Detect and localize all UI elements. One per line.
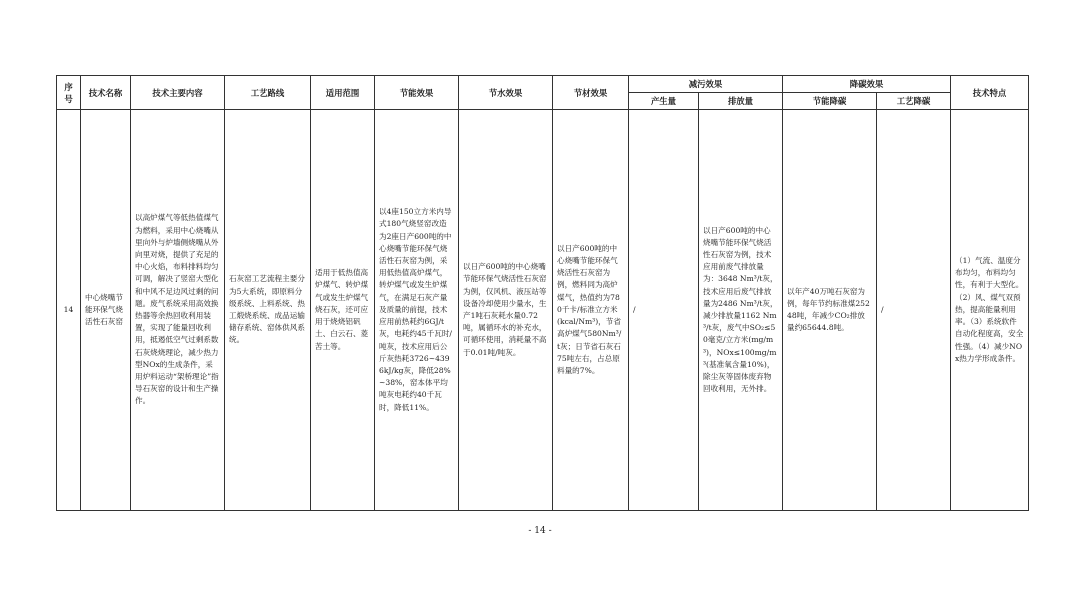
cell-water: 以日产600吨的中心烧嘴节能环保气烧活性石灰窑为例，仅风机、液压站等设备冷却使用少量水，生产1吨石灰耗水量0.72吨，属循环水的补充水，可循环使用，消耗量不高于0.01吨/吨灰。 bbox=[459, 110, 553, 511]
table-row bbox=[57, 110, 1029, 511]
header-row-1 bbox=[57, 76, 1029, 93]
cell-material: 以日产600吨的中心烧嘴节能环保气烧活性石灰窑为例，燃料同为高炉煤气，热值约为780千卡/标准立方米(kcal/Nm³)，节省高炉煤气580Nm³/t灰；日节省石灰石75吨左右，占总原料量的7%。 bbox=[553, 110, 629, 511]
header-material: 节材效果 bbox=[553, 76, 629, 110]
header-name: 技术名称 bbox=[81, 76, 131, 110]
header-energy: 节能效果 bbox=[375, 76, 459, 110]
header-carbon-energy: 节能降碳 bbox=[783, 93, 877, 110]
cell-scope: 适用于低热值高炉煤气、转炉煤气或发生炉煤气烧石灰，还可应用于烧烧铝矾土、白云石、菱苦土等。 bbox=[311, 110, 375, 511]
header-water: 节水效果 bbox=[459, 76, 553, 110]
technology-table bbox=[56, 75, 1029, 511]
cell-route: 石灰窑工艺流程主要分为5大系统，即原料分级系统、上料系统、热工煅烧系统、成品运输储存系统、窑体供风系统。 bbox=[225, 110, 311, 511]
page-number: - 14 - bbox=[528, 526, 552, 536]
cell-name: 中心烧嘴节能环保气烧活性石灰窑 bbox=[81, 110, 131, 511]
header-pollution-emission: 排放量 bbox=[699, 93, 783, 110]
cell-pollution-emission: 以日产600吨的中心烧嘴节能环保气烧活性石灰窑为例，技术应用前废气排放量为：3648 Nm³/t灰，技术应用后废气排放量为2486 Nm³/t灰，减少排放量1162 Nm³/t灰，废气中SO₂≤50毫克/立方米(mg/m³)，NOx≤100mg/m³(基准氧含量10%)，除尘灰等固体废弃物回收利用，无外排。 bbox=[699, 110, 783, 511]
header-route: 工艺路线 bbox=[225, 76, 311, 110]
header-pollution: 减污效果 bbox=[629, 76, 783, 93]
header-no: 序号 bbox=[57, 76, 81, 110]
header-content: 技术主要内容 bbox=[131, 76, 225, 110]
cell-energy: 以4座150立方米内导式180气烧竖窑改造为2座日产600吨的中心烧嘴节能环保气烧活性石灰窑为例，采用低热值高炉煤气，转炉煤气或发生炉煤气，在满足石灰产量及质量的前提，技术应用前热耗约6GJ/t灰，电耗约45千瓦时/吨灰，技术应用后公斤灰热耗3726~4396kJ/kg灰，降低28%~38%，窑本体平均吨灰电耗约40千瓦时，降低11%。 bbox=[375, 110, 459, 511]
header-feature: 技术特点 bbox=[951, 76, 1029, 110]
header-carbon: 降碳效果 bbox=[783, 76, 951, 93]
header-scope: 适用范围 bbox=[311, 76, 375, 110]
cell-feature: （1）气流、温度分布均匀，布料均匀性，有利于大型化。（2）风、煤气双预热，提高能量利用率。（3）系统软件自动化程度高，安全性强。（4）减少NOx热力学形成条件。 bbox=[951, 110, 1029, 511]
document-sheet bbox=[56, 75, 1029, 511]
header-pollution-production: 产生量 bbox=[629, 93, 699, 110]
cell-pollution-production: / bbox=[629, 110, 699, 511]
cell-carbon-process: / bbox=[877, 110, 951, 511]
cell-content: 以高炉煤气等低热值煤气为燃料，采用中心烧嘴从里向外与炉墙侧烧嘴从外向里对烧，提供了充足的中心火焰，布料排料均匀可调，解决了竖窑大型化和中风不足边风过剩的问题。废气系统采用高效换热器等余热回收利用装置，实现了能量回收利用，抵遏低空气过剩系数石灰烧烧理论，减少热力型NOx的生成条件，采用炉料运动“架桥理论”指导石灰窑的设计和生产操作。 bbox=[131, 110, 225, 511]
header-carbon-process: 工艺降碳 bbox=[877, 93, 951, 110]
cell-carbon-energy: 以年产40万吨石灰窑为例，每年节约标准煤25248吨，年减少CO₂排放量约65644.8吨。 bbox=[783, 110, 877, 511]
cell-no: 14 bbox=[57, 110, 81, 511]
